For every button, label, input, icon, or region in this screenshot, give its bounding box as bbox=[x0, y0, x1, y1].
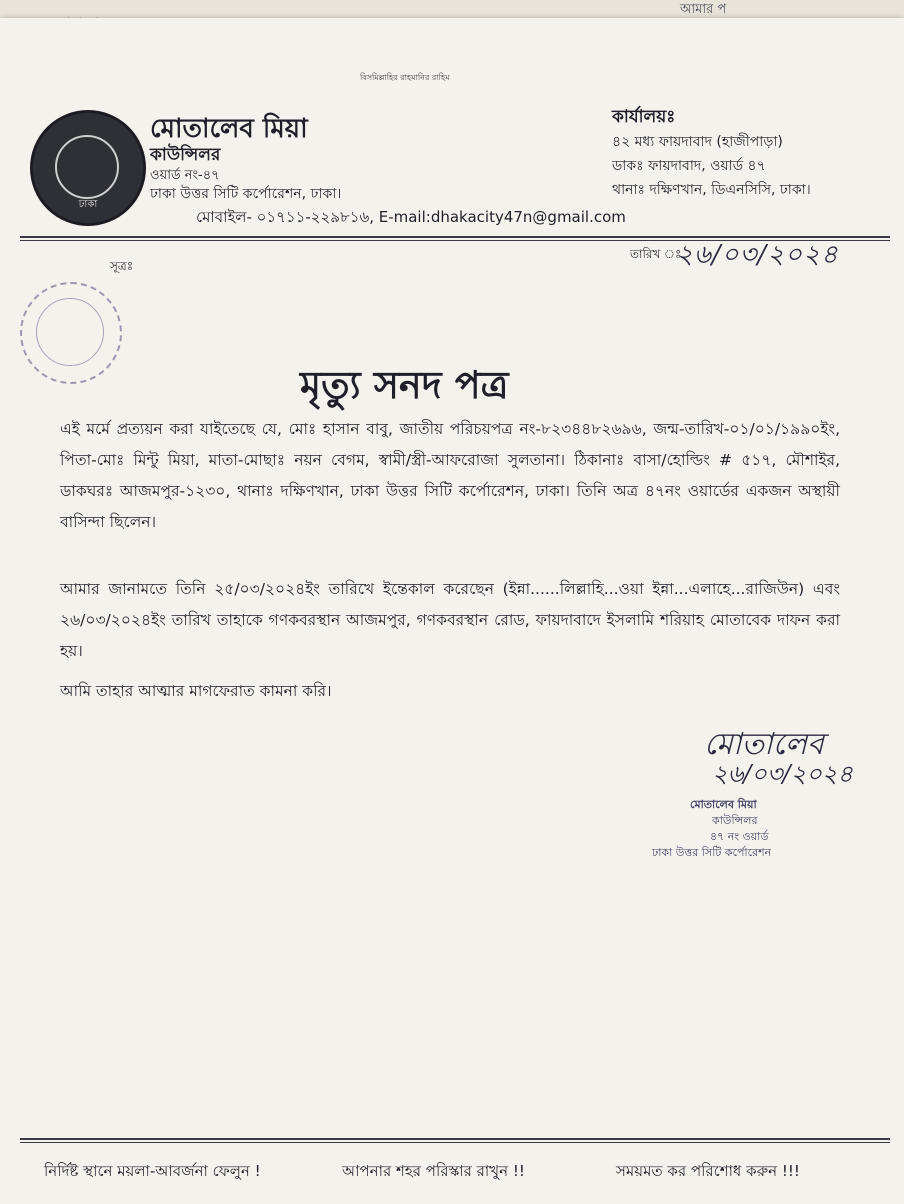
office-postal-line: ডাকঃ ফায়দাবাদ, ওয়ার্ড ৪৭ bbox=[612, 158, 766, 174]
bismillah-text: বিসমিল্লাহির রাহমানির রাহিম bbox=[360, 73, 450, 82]
ward-number: ওয়ার্ড নং-৪৭ bbox=[150, 168, 220, 183]
footer-slogan-waste: নির্দিষ্ট স্থানে ময়লা-আবর্জনা ফেলুন ! bbox=[44, 1162, 261, 1180]
office-address-line: ৪২ মধ্য ফায়দাবাদ (হাজীপাড়া) bbox=[612, 134, 783, 150]
handwritten-date: ২৬/০৩/২০২৪ bbox=[676, 240, 839, 270]
city-corporation-seal bbox=[30, 110, 146, 226]
signature-date: ২৬/০৩/২০২৪ bbox=[712, 760, 853, 788]
councillor-name: মোতালেব মিয়া bbox=[150, 114, 308, 144]
ward-office-stamp-icon bbox=[20, 282, 122, 384]
signature-stamp-role: কাউন্সিলর bbox=[712, 814, 758, 827]
office-title: কার্যালয়ঃ bbox=[612, 107, 676, 127]
handwritten-signature: মোতালেব bbox=[704, 727, 824, 762]
signature-stamp-corporation: ঢাকা উত্তর সিটি কর্পোরেশন bbox=[652, 846, 772, 859]
document-title: মৃত্যু সনদ পত্র bbox=[300, 362, 509, 407]
footer-slogan-tax: সময়মত কর পরিশোধ করুন !!! bbox=[616, 1162, 800, 1180]
contact-line: মোবাইল- ০১৭১১-২২৯৮১৬, E-mail:dhakacity47n@gmail.com bbox=[196, 208, 626, 226]
seal-emblem-icon bbox=[55, 135, 119, 199]
corporation-name: ঢাকা উত্তর সিটি কর্পোরেশন, ঢাকা। bbox=[150, 186, 342, 202]
councillor-role: কাউন্সিলর bbox=[150, 145, 221, 165]
seal-label: ঢাকা bbox=[78, 199, 98, 210]
certificate-paragraph-2: আমার জানামতে তিনি ২৫/০৩/২০২৪ইং তারিখে ইন্তেকাল করেছেন (ইন্না......লিল্লাহি...ওয়া ইন্না...এলাহে...রাজিউন) এবং ২৬/০৩/২০২৪ইং তারিখ তাহাকে গণকবরস্থান আজমপুর, গণকবরস্থান রোড, ফায়দাবাদে ইসলামি শরিয়াহ মোতাবেক দাফন করা হয়। bbox=[60, 580, 840, 660]
footer-divider bbox=[20, 1138, 890, 1140]
date-label: তারিখ ঃ bbox=[630, 247, 682, 261]
certificate-paragraph-3: আমি তাহার আত্মার মাগফেরাত কামনা করি। bbox=[60, 682, 332, 700]
certificate-paragraph-1: এই মর্মে প্রত্যয়ন করা যাইতেছে যে, মোঃ হাসান বাবু, জাতীয় পরিচয়পত্র নং-৮২৩৪৪৮২৬৯৬, জন্ম-তারিখ-০১/০১/১৯৯০ইং, পিতা-মোঃ মিন্টু মিয়া, মাতা-মোছাঃ নয়ন বেগম, স্বামী/স্ত্রী-আফরোজা সুলতানা। ঠিকানাঃ বাসা/হোল্ডিং # ৫১৭, মৌশাইর, ডাকঘরঃ আজমপুর-১২৩০, থানাঃ দক্ষিণখান, ঢাকা উত্তর সিটি কর্পোরেশন, ঢাকা। তিনি অত্র ৪৭নং ওয়ার্ডের একজন অস্থায়ী বাসিন্দা ছিলেন। bbox=[60, 420, 840, 531]
signature-stamp-ward: ৪৭ নং ওয়ার্ড bbox=[710, 830, 769, 843]
stamp-inner-ring bbox=[36, 298, 104, 366]
underlying-sheet-text-right: আমার প bbox=[680, 2, 727, 17]
reference-label: সূত্রঃ bbox=[110, 259, 134, 273]
signature-stamp-name: মোতালেব মিয়া bbox=[690, 798, 757, 811]
footer-divider-thin bbox=[20, 1142, 890, 1143]
footer-slogan-clean: আপনার শহর পরিস্কার রাখুন !! bbox=[342, 1162, 525, 1180]
office-thana-line: থানাঃ দক্ষিণখান, ডিএনসিসি, ঢাকা। bbox=[612, 182, 811, 198]
